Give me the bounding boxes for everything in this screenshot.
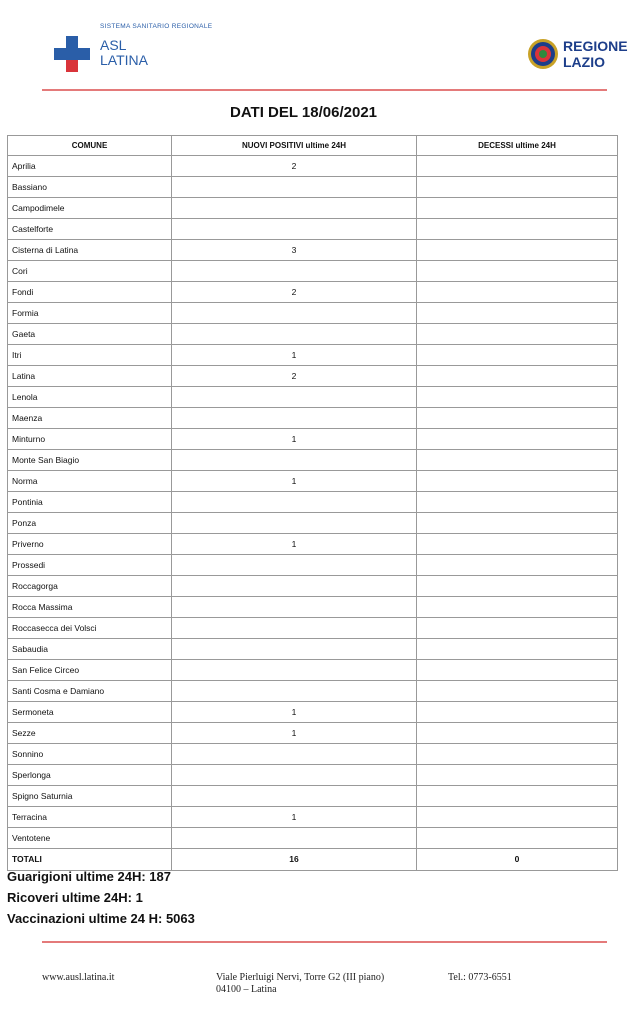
table-row xyxy=(8,765,618,786)
cell-positivi xyxy=(172,828,417,849)
cell-comune: Minturno xyxy=(8,429,172,450)
cell-comune: Roccasecca dei Volsci xyxy=(8,618,172,639)
col-header-decessi: DECESSI ultime 24H xyxy=(417,136,618,156)
table-row xyxy=(8,303,618,324)
asl-line1: ASL xyxy=(100,37,127,53)
cell-comune: Rocca Massima xyxy=(8,597,172,618)
cell-comune: Itri xyxy=(8,345,172,366)
cell-decessi xyxy=(417,387,618,408)
table-row xyxy=(8,324,618,345)
cell-comune: Formia xyxy=(8,303,172,324)
cell-positivi: 1 xyxy=(172,345,417,366)
cell-decessi xyxy=(417,765,618,786)
table-header-row xyxy=(8,136,618,156)
cell-comune: Cori xyxy=(8,261,172,282)
cell-decessi xyxy=(417,513,618,534)
cell-decessi xyxy=(417,429,618,450)
cell-positivi xyxy=(172,681,417,702)
table-row xyxy=(8,534,618,555)
cell-comune: Gaeta xyxy=(8,324,172,345)
table-row xyxy=(8,702,618,723)
cell-comune: Norma xyxy=(8,471,172,492)
cell-decessi xyxy=(417,681,618,702)
table-row xyxy=(8,177,618,198)
cell-positivi xyxy=(172,639,417,660)
cell-positivi xyxy=(172,450,417,471)
cell-comune: Roccagorga xyxy=(8,576,172,597)
cell-comune: Priverno xyxy=(8,534,172,555)
cell-decessi xyxy=(417,828,618,849)
table-row xyxy=(8,639,618,660)
cell-positivi xyxy=(172,492,417,513)
totals-positivi: 16 xyxy=(172,849,417,871)
cell-comune: Prossedi xyxy=(8,555,172,576)
cell-positivi xyxy=(172,618,417,639)
cell-decessi xyxy=(417,198,618,219)
cell-positivi xyxy=(172,744,417,765)
footer-address-line2: 04100 – Latina xyxy=(216,984,277,995)
cell-comune: Sermoneta xyxy=(8,702,172,723)
cell-decessi xyxy=(417,282,618,303)
table-row xyxy=(8,156,618,177)
asl-cross-logo xyxy=(54,36,90,72)
header-divider xyxy=(42,89,607,91)
cell-decessi xyxy=(417,807,618,828)
cell-comune: Campodimele xyxy=(8,198,172,219)
cell-decessi xyxy=(417,702,618,723)
table-row xyxy=(8,240,618,261)
cell-decessi xyxy=(417,240,618,261)
table-row xyxy=(8,786,618,807)
document-header xyxy=(0,0,628,95)
footer-divider xyxy=(42,941,607,943)
table-row xyxy=(8,681,618,702)
table-row xyxy=(8,576,618,597)
cell-decessi xyxy=(417,345,618,366)
cell-comune: Maenza xyxy=(8,408,172,429)
cell-positivi xyxy=(172,177,417,198)
table-row xyxy=(8,366,618,387)
cell-decessi xyxy=(417,786,618,807)
cell-positivi xyxy=(172,513,417,534)
cell-decessi xyxy=(417,408,618,429)
cell-positivi: 1 xyxy=(172,702,417,723)
footer-phone: Tel.: 0773-6551 xyxy=(448,972,512,983)
table-row xyxy=(8,660,618,681)
footer-address-line1: Viale Pierluigi Nervi, Torre G2 (III piano) xyxy=(216,972,385,983)
cell-comune: Sperlonga xyxy=(8,765,172,786)
cell-decessi xyxy=(417,261,618,282)
cell-comune: Castelforte xyxy=(8,219,172,240)
asl-name xyxy=(100,38,148,68)
footer-website[interactable]: www.ausl.latina.it xyxy=(42,972,115,983)
table-row xyxy=(8,807,618,828)
footer-address xyxy=(216,972,384,996)
cell-decessi xyxy=(417,723,618,744)
cell-positivi xyxy=(172,660,417,681)
cell-positivi xyxy=(172,597,417,618)
cell-positivi: 2 xyxy=(172,156,417,177)
cell-decessi xyxy=(417,177,618,198)
cell-decessi xyxy=(417,366,618,387)
cell-comune: San Felice Circeo xyxy=(8,660,172,681)
cell-decessi xyxy=(417,576,618,597)
cell-decessi xyxy=(417,303,618,324)
cell-positivi: 1 xyxy=(172,807,417,828)
cell-decessi xyxy=(417,618,618,639)
cell-positivi xyxy=(172,198,417,219)
cell-comune: Latina xyxy=(8,366,172,387)
cell-decessi xyxy=(417,450,618,471)
asl-system-label: SISTEMA SANITARIO REGIONALE xyxy=(100,23,213,30)
cell-positivi xyxy=(172,555,417,576)
table-row xyxy=(8,282,618,303)
cell-positivi xyxy=(172,303,417,324)
table-row xyxy=(8,408,618,429)
table-row xyxy=(8,555,618,576)
cell-comune: Cisterna di Latina xyxy=(8,240,172,261)
region-line2: LAZIO xyxy=(563,54,605,70)
cell-positivi xyxy=(172,324,417,345)
cell-comune: Santi Cosma e Damiano xyxy=(8,681,172,702)
cell-comune: Pontinia xyxy=(8,492,172,513)
asl-line2: LATINA xyxy=(100,52,148,68)
totals-decessi: 0 xyxy=(417,849,618,871)
page-title: DATI DEL 18/06/2021 xyxy=(229,104,378,121)
table-row xyxy=(8,471,618,492)
cell-positivi xyxy=(172,219,417,240)
region-name xyxy=(563,38,628,70)
cell-positivi xyxy=(172,387,417,408)
ricoveri-line: Ricoveri ultime 24H: 1 xyxy=(7,890,143,905)
table-row xyxy=(8,618,618,639)
cell-comune: Sonnino xyxy=(8,744,172,765)
table-row xyxy=(8,345,618,366)
col-header-comune: COMUNE xyxy=(8,136,172,156)
vaccinazioni-line: Vaccinazioni ultime 24 H: 5063 xyxy=(7,911,195,926)
cell-decessi xyxy=(417,639,618,660)
cell-comune: Ventotene xyxy=(8,828,172,849)
table-row xyxy=(8,492,618,513)
guarigioni-line: Guarigioni ultime 24H: 187 xyxy=(7,869,171,884)
cell-positivi xyxy=(172,765,417,786)
totals-label: TOTALI xyxy=(8,849,172,871)
cell-comune: Sezze xyxy=(8,723,172,744)
cell-comune: Monte San Biagio xyxy=(8,450,172,471)
cell-comune: Ponza xyxy=(8,513,172,534)
table-row xyxy=(8,198,618,219)
cell-positivi: 1 xyxy=(172,471,417,492)
table-row xyxy=(8,597,618,618)
cell-decessi xyxy=(417,597,618,618)
cell-decessi xyxy=(417,534,618,555)
table-row xyxy=(8,219,618,240)
cell-decessi xyxy=(417,219,618,240)
cell-decessi xyxy=(417,744,618,765)
table-row xyxy=(8,261,618,282)
cell-comune: Sabaudia xyxy=(8,639,172,660)
cell-positivi xyxy=(172,576,417,597)
cell-comune: Terracina xyxy=(8,807,172,828)
cell-decessi xyxy=(417,555,618,576)
cell-decessi xyxy=(417,471,618,492)
region-line1: REGIONE xyxy=(563,38,628,54)
cell-positivi: 2 xyxy=(172,282,417,303)
col-header-positivi: NUOVI POSITIVI ultime 24H xyxy=(172,136,417,156)
cell-positivi: 1 xyxy=(172,429,417,450)
cell-positivi: 3 xyxy=(172,240,417,261)
regione-lazio-logo xyxy=(527,38,628,74)
table-row xyxy=(8,429,618,450)
cell-decessi xyxy=(417,324,618,345)
cell-positivi xyxy=(172,408,417,429)
cell-positivi: 1 xyxy=(172,534,417,555)
cell-comune: Aprilia xyxy=(8,156,172,177)
lazio-seal-icon xyxy=(527,38,559,70)
cell-positivi: 1 xyxy=(172,723,417,744)
table-row xyxy=(8,828,618,849)
cell-positivi xyxy=(172,786,417,807)
cell-comune: Bassiano xyxy=(8,177,172,198)
cell-comune: Fondi xyxy=(8,282,172,303)
table-row xyxy=(8,513,618,534)
cell-comune: Spigno Saturnia xyxy=(8,786,172,807)
cell-positivi: 2 xyxy=(172,366,417,387)
summary-block xyxy=(7,866,195,929)
table-row xyxy=(8,744,618,765)
table-row xyxy=(8,723,618,744)
table-row xyxy=(8,450,618,471)
cases-table xyxy=(7,135,618,871)
cell-decessi xyxy=(417,492,618,513)
cell-positivi xyxy=(172,261,417,282)
cell-decessi xyxy=(417,156,618,177)
cell-comune: Lenola xyxy=(8,387,172,408)
cell-decessi xyxy=(417,660,618,681)
table-row xyxy=(8,387,618,408)
